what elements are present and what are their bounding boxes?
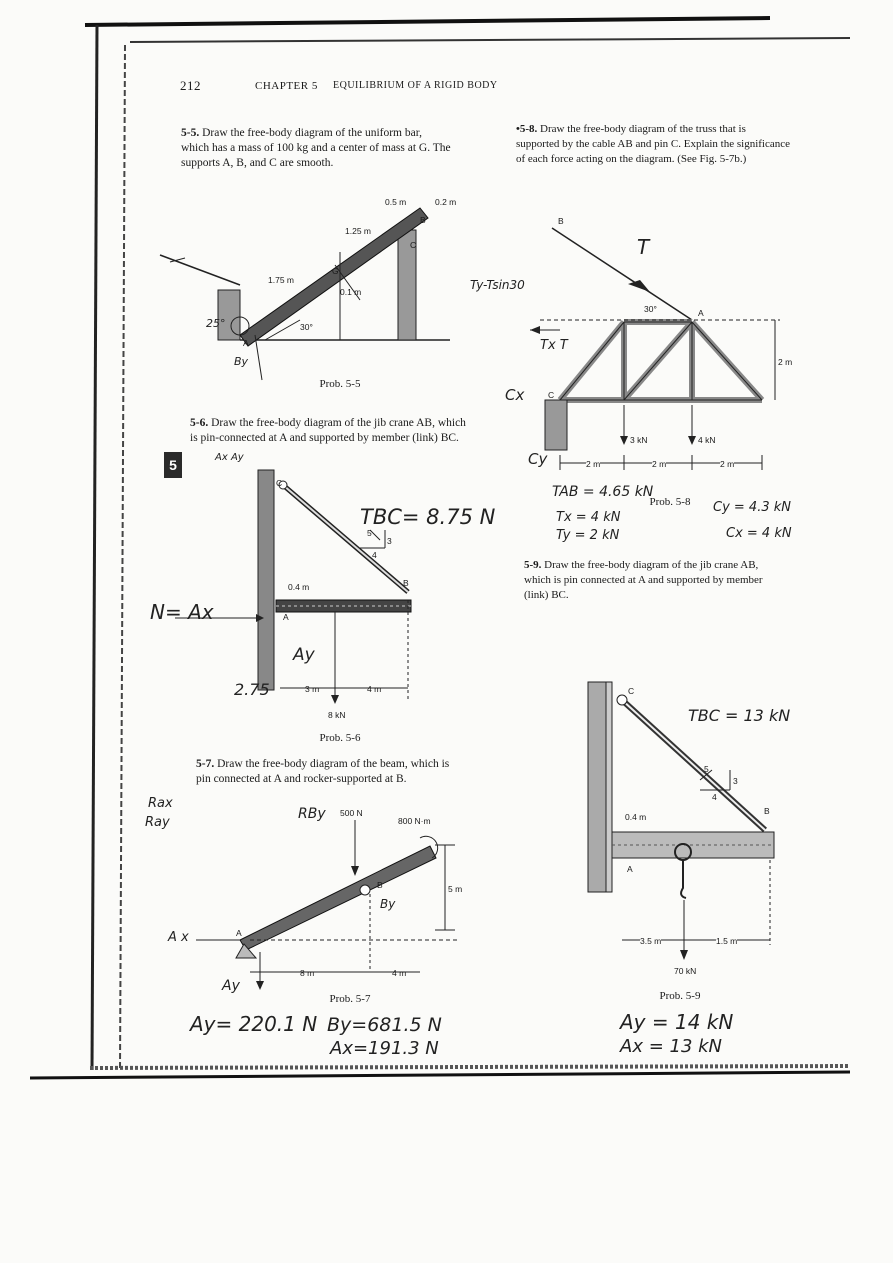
point-label: C [628, 686, 635, 696]
problem-text-line: which is pin connected at A and supported by member [524, 574, 763, 586]
ratio-label: 5 [704, 764, 709, 774]
dim-label: 3.5 m [640, 936, 662, 946]
figure-caption: Prob. 5-8 [649, 496, 691, 508]
ratio-label: 3 [387, 536, 392, 546]
moment-label: 800 N·m [398, 816, 431, 826]
handwritten-note: TBC= 8.75 N [360, 505, 496, 529]
problem-number: 5-9. [524, 559, 542, 571]
problem-text-line: Draw the free-body diagram of the beam, which is [217, 758, 450, 770]
handwritten-note: T [637, 235, 650, 259]
point-label: A [627, 864, 633, 874]
problem-text-line: is pin-connected at A and supported by member (link) BC. [190, 432, 459, 444]
figure-caption: Prob. 5-7 [329, 993, 371, 1005]
ratio-label: 4 [712, 792, 717, 802]
handwritten-note: Tx T [540, 338, 568, 353]
handwritten-answer: Cx = 4 kN [726, 526, 792, 541]
dim-label: 0.5 m [385, 197, 407, 207]
figure-caption: Prob. 5-5 [319, 378, 361, 390]
dim-label: 4 m [392, 968, 407, 978]
dim-label: 1.25 m [345, 226, 371, 236]
handwritten-note: By [234, 355, 249, 368]
handwritten-note: 25° [206, 317, 226, 330]
problem-text-line: supports A, B, and C are smooth. [181, 157, 334, 169]
problem-number: •5-8. [516, 123, 538, 135]
point-label: B [377, 880, 383, 890]
handwritten-note: RBy [298, 806, 326, 822]
ratio-label: 4 [372, 550, 377, 560]
chapter-title: EQUILIBRIUM OF A RIGID BODY [333, 80, 498, 91]
dim-label: 2 m [586, 459, 601, 469]
point-label: A [283, 612, 289, 622]
handwritten-note: Cy [528, 450, 548, 468]
problem-text-line: which has a mass of 100 kg and a center of mass at G. The [181, 142, 451, 154]
chapter-tab: 5 [164, 452, 182, 478]
load-label: 8 kN [328, 710, 346, 720]
dim-label: 2 m [720, 459, 735, 469]
point-label: A [243, 338, 249, 348]
angle-label: 30° [300, 322, 313, 332]
handwritten-note: TBC = 13 kN [688, 706, 791, 725]
figure-caption: Prob. 5-9 [659, 990, 701, 1002]
dim-label: 1.5 m [716, 936, 738, 946]
page-number: 212 [180, 78, 201, 93]
point-label: B [558, 216, 564, 226]
problem-text-line: Draw the free-body diagram of the jib crane AB, which [211, 417, 466, 429]
load-label: 3 kN [630, 435, 648, 445]
problem-text-line: pin connected at A and rocker-supported at B. [196, 773, 407, 785]
handwritten-note: A x [168, 930, 189, 945]
handwritten-answer: Ay= 220.1 N [190, 1012, 318, 1036]
dim-label: 0.1 m [340, 287, 362, 297]
dim-label: 1.75 m [268, 275, 294, 285]
problem-text-line: supported by the cable AB and pin C. Explain the significance [516, 138, 791, 150]
point-label: A [236, 928, 242, 938]
handwritten-answer: By=681.5 N [327, 1014, 442, 1036]
handwritten-answer: TAB = 4.65 kN [552, 484, 654, 500]
handwritten-note: Ray [145, 815, 170, 830]
problem-text-line: of each force acting on the diagram. (See Fig. 5-7b.) [516, 153, 747, 165]
point-label: G [332, 266, 339, 276]
dim-label: 5 m [448, 884, 463, 894]
dim-label: 3 m [305, 684, 320, 694]
handwritten-answer: Ax = 13 kN [620, 1036, 723, 1057]
load-label: 70 kN [674, 966, 697, 976]
dim-label: 4 m [367, 684, 382, 694]
handwritten-note: By [380, 897, 396, 911]
handwritten-note: 2.75 [234, 680, 270, 699]
point-label: C [548, 390, 555, 400]
handwritten-answer: Ax=191.3 N [330, 1038, 439, 1059]
dim-label: 0.2 m [435, 197, 457, 207]
point-label: C [276, 478, 283, 488]
handwritten-answer: Tx = 4 kN [556, 510, 621, 525]
handwritten-note: Ax Ay [215, 452, 244, 463]
angle-label: 30° [644, 304, 657, 314]
dim-label: 0.4 m [625, 812, 647, 822]
problem-number: 5-7. [196, 758, 215, 770]
handwritten-note: Ay [293, 645, 315, 665]
chapter-label: CHAPTER 5 [255, 80, 318, 92]
handwritten-note: Ty-Tsin30 [470, 278, 525, 292]
force-label: 500 N [340, 808, 363, 818]
point-label: A [698, 308, 704, 318]
handwritten-note: Ay [222, 978, 240, 994]
ratio-label: 3 [733, 776, 738, 786]
problem-text-line: Draw the free-body diagram of the truss that is [540, 123, 746, 135]
point-label: B [420, 215, 426, 225]
point-label: B [764, 806, 770, 816]
dim-label: 2 m [652, 459, 667, 469]
handwritten-answer: Ay = 14 kN [620, 1010, 734, 1034]
handwritten-answer: Ty = 2 kN [556, 528, 620, 543]
handwritten-note: N= Ax [150, 600, 214, 624]
handwritten-note: Cx [505, 386, 525, 404]
problem-number: 5-5. [181, 127, 200, 139]
figure-caption: Prob. 5-6 [319, 732, 361, 744]
problem-text-line: Draw the free-body diagram of the jib crane AB, [544, 559, 759, 571]
dim-label: 2 m [778, 357, 793, 367]
problem-text-line: (link) BC. [524, 589, 569, 601]
dim-label: 0.4 m [288, 582, 310, 592]
handwritten-answer: Cy = 4.3 kN [713, 500, 791, 515]
problem-number: 5-6. [190, 417, 209, 429]
ratio-label: 5 [367, 528, 372, 538]
handwritten-note: Rax [148, 796, 173, 811]
load-label: 4 kN [698, 435, 716, 445]
point-label: C [410, 240, 417, 250]
dim-label: 8 m [300, 968, 315, 978]
point-label: B [403, 578, 409, 588]
problem-text-line: Draw the free-body diagram of the uniform bar, [202, 127, 422, 139]
